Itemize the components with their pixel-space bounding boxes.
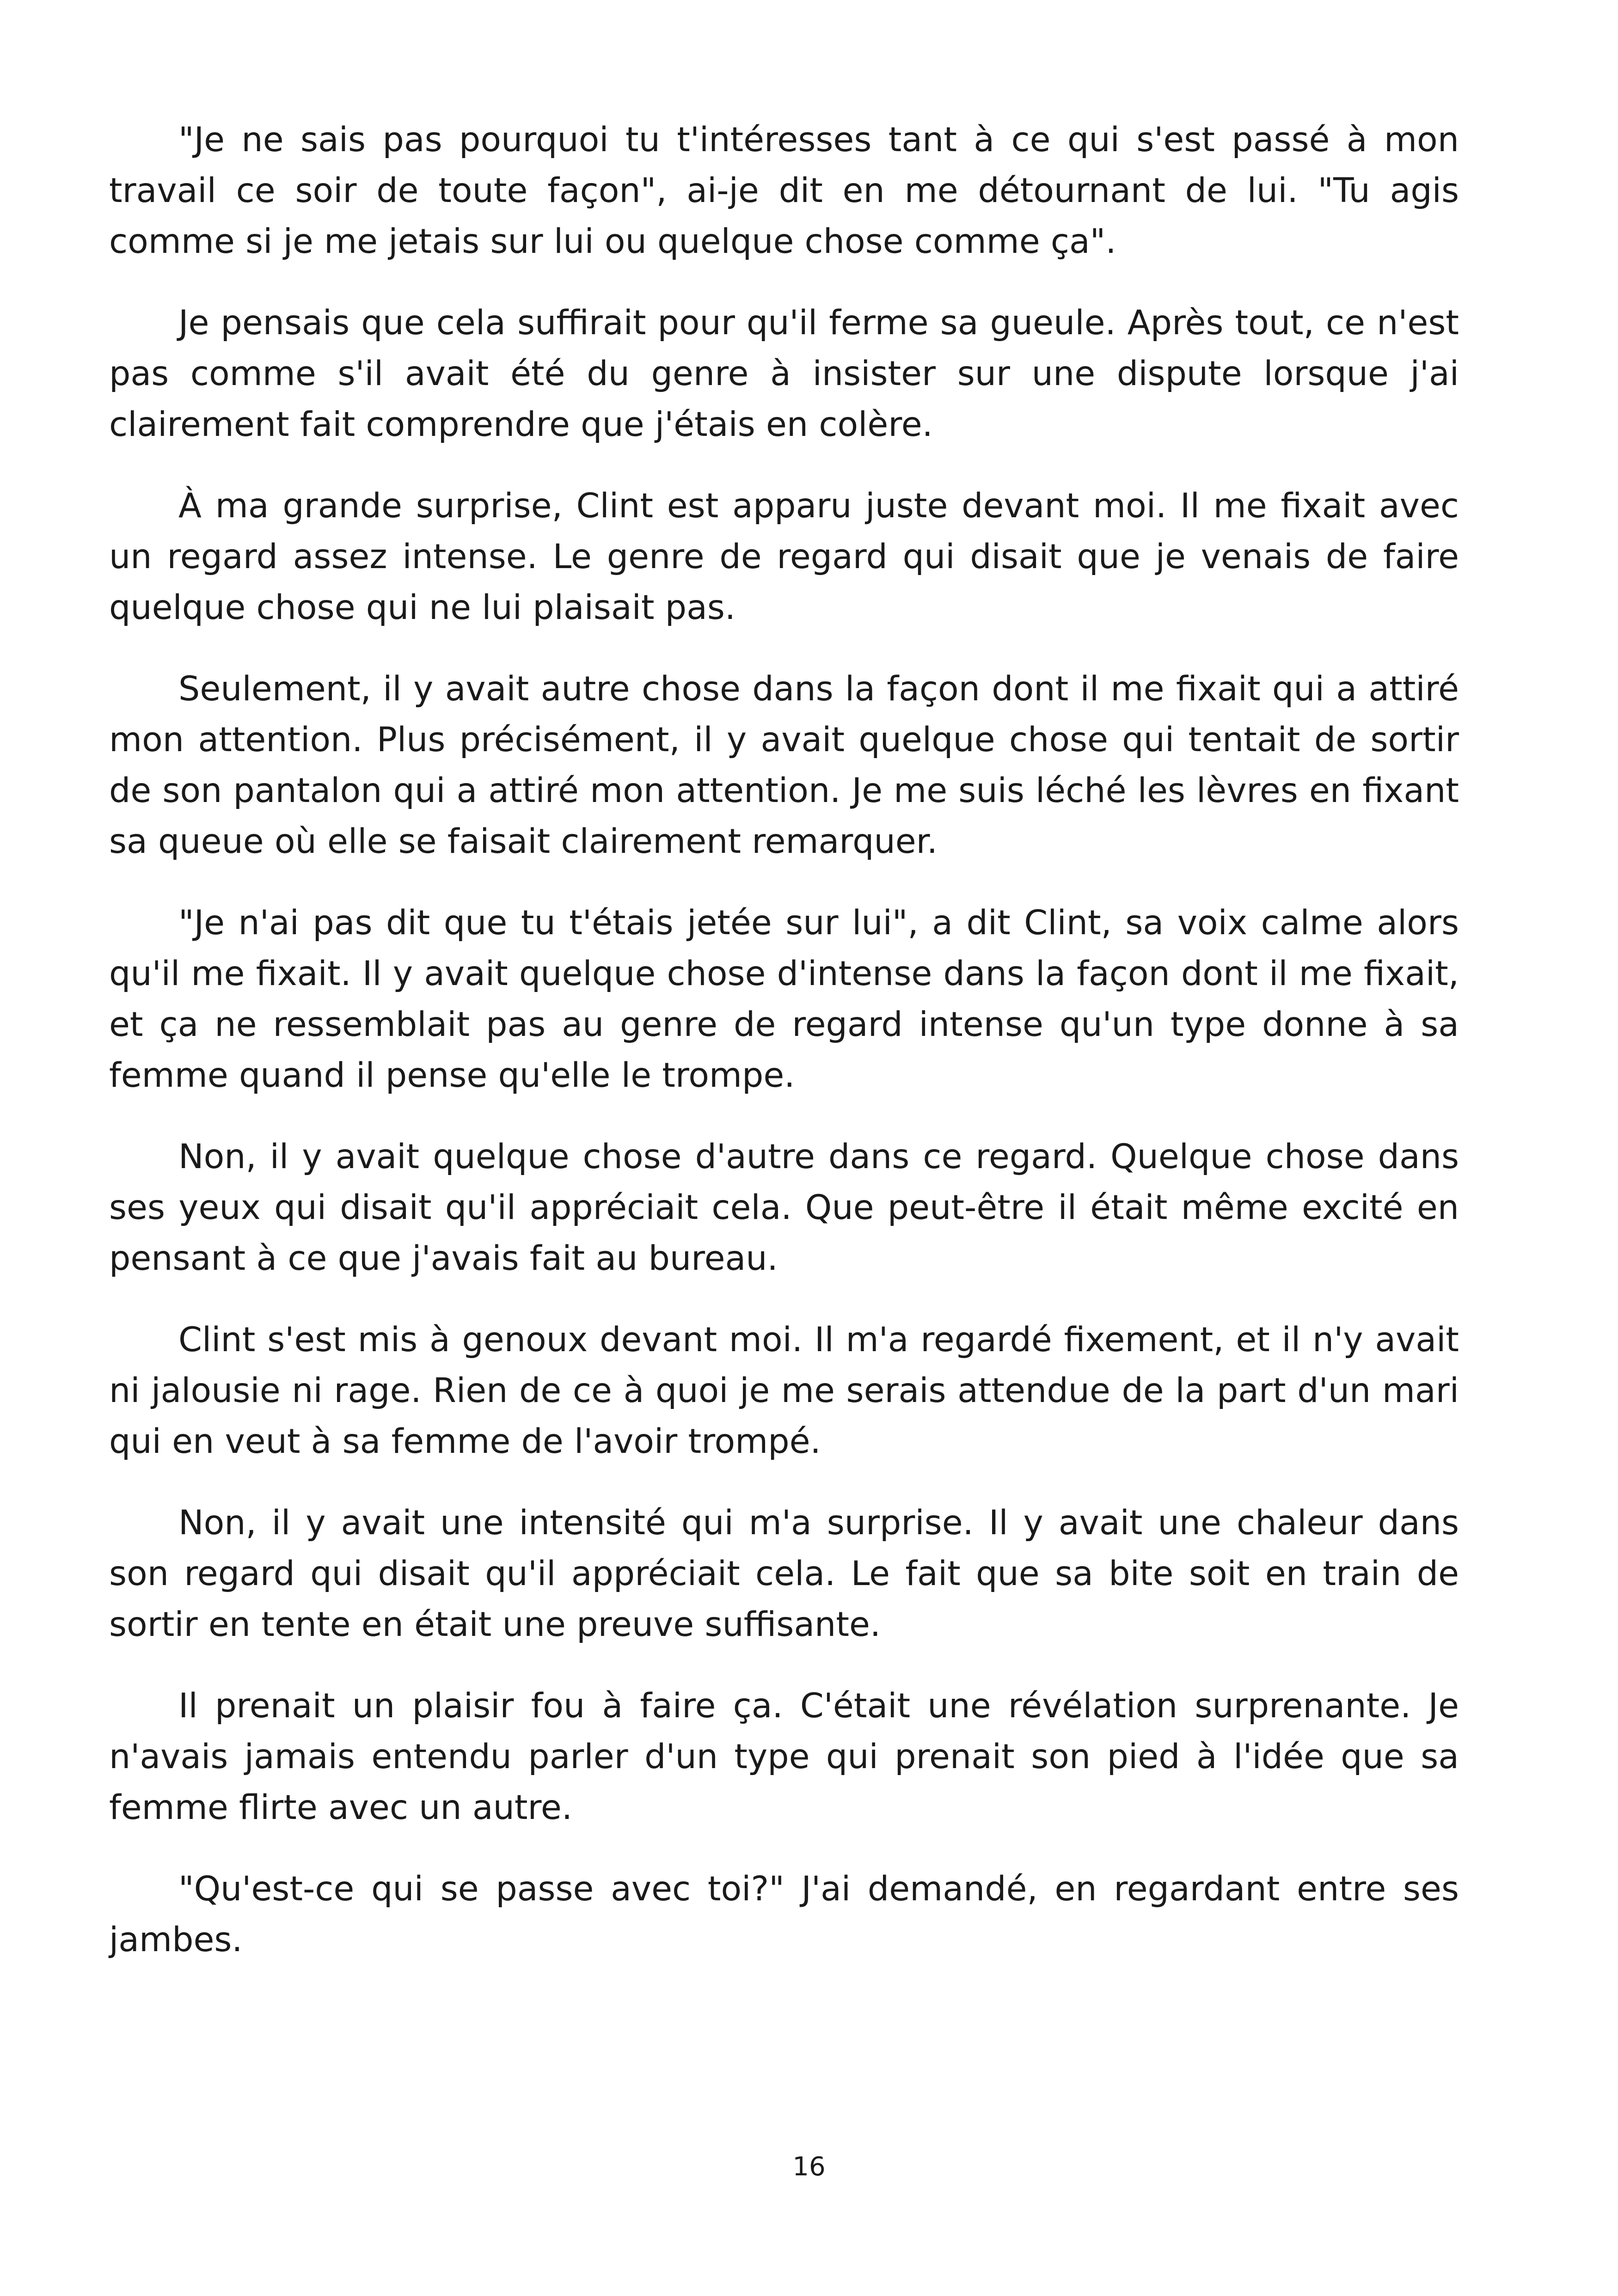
paragraph: Seulement, il y avait autre chose dans la façon dont il me fixait qui a attiré mon attention. Plus précisément, il y avait quelque chose qui tentait de sortir de son pantalon qui a attiré mon attention. Je me suis léché les lèvres en fixant sa queue où elle se faisait clairement remarquer. <box>109 669 1459 861</box>
paragraph: Non, il y avait quelque chose d'autre dans ce regard. Quelque chose dans ses yeux qui disait qu'il appréciait cela. Que peut-être il était même excité en pensant à ce que j'avais fait au bureau. <box>109 1137 1459 1278</box>
page-number: 16 <box>792 2152 826 2182</box>
paragraph: "Je ne sais pas pourquoi tu t'intéresses tant à ce qui s'est passé à mon travail ce soir de toute façon", ai-je dit en me détournant de lui. "Tu agis comme si je me jetais sur lui ou quelque chose comme ça". <box>109 120 1459 261</box>
paragraph: Non, il y avait une intensité qui m'a surprise. Il y avait une chaleur dans son regard qui disait qu'il appréciait cela. Le fait que sa bite soit en train de sortir en tente en était une preuve suffisante. <box>109 1503 1459 1644</box>
paragraph: "Je n'ai pas dit que tu t'étais jetée sur lui", a dit Clint, sa voix calme alors qu'il me fixait. Il y avait quelque chose d'intense dans la façon dont il me fixait, et ça ne ressemblait pas au genre de regard intense qu'un type donne à sa femme quand il pense qu'elle le trompe. <box>109 903 1459 1095</box>
paragraph: À ma grande surprise, Clint est apparu juste devant moi. Il me fixait avec un regard assez intense. Le genre de regard qui disait que je venais de faire quelque chose qui ne lui plaisait pas. <box>109 486 1459 627</box>
paragraph: Il prenait un plaisir fou à faire ça. C'était une révélation surprenante. Je n'avais jamais entendu parler d'un type qui prenait son pied à l'idée que sa femme flirte avec un autre. <box>109 1686 1459 1827</box>
paragraph: Clint s'est mis à genoux devant moi. Il m'a regardé fixement, et il n'y avait ni jalousie ni rage. Rien de ce à quoi je me serais attendue de la part d'un mari qui en veut à sa femme de l'avoir trompé. <box>109 1320 1459 1461</box>
paragraph: Je pensais que cela suffirait pour qu'il ferme sa gueule. Après tout, ce n'est pas comme s'il avait été du genre à insister sur une dispute lorsque j'ai clairement fait comprendre que j'étais en colère. <box>109 303 1459 444</box>
body-text <box>109 115 1459 1996</box>
paragraph: "Qu'est-ce qui se passe avec toi?" J'ai demandé, en regardant entre ses jambes. <box>109 1869 1459 1959</box>
